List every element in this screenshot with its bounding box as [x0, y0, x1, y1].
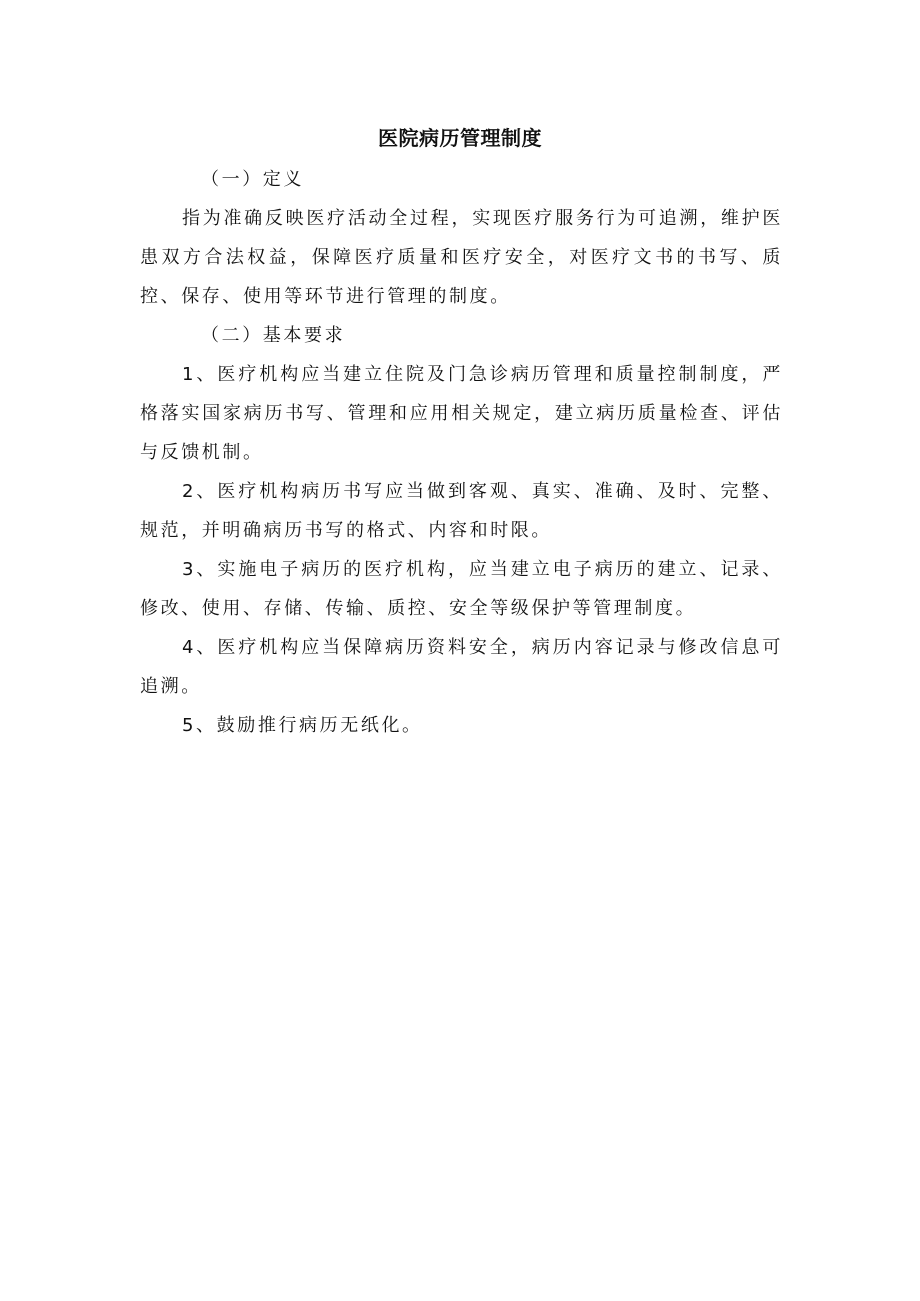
document-title: 医院病历管理制度: [378, 126, 542, 150]
requirement-item-1: 1、医疗机构应当建立住院及门急诊病历管理和质量控制制度，严格落实国家病历书写、管理和应用相关规定，建立病历质量检查、评估与反馈机制。: [140, 364, 783, 463]
requirement-item-2: 2、医疗机构病历书写应当做到客观、真实、准确、及时、完整、规范，并明确病历书写的格式、内容和时限。: [140, 481, 783, 541]
section-heading-requirements: （二）基本要求: [201, 325, 346, 346]
requirement-item-3: 3、实施电子病历的医疗机构，应当建立电子病历的建立、记录、修改、使用、存储、传输、质控、安全等级保护等管理制度。: [140, 559, 783, 619]
document-body: [140, 160, 783, 745]
requirement-item-4: 4、医疗机构应当保障病历资料安全，病历内容记录与修改信息可追溯。: [140, 637, 783, 697]
section-heading-definition: （一）定义: [201, 169, 304, 190]
requirement-item-5: 5、鼓励推行病历无纸化。: [182, 715, 423, 736]
definition-paragraph: 指为准确反映医疗活动全过程，实现医疗服务行为可追溯，维护医患双方合法权益，保障医疗质量和医疗安全，对医疗文书的书写、质控、保存、使用等环节进行管理的制度。: [140, 208, 783, 307]
